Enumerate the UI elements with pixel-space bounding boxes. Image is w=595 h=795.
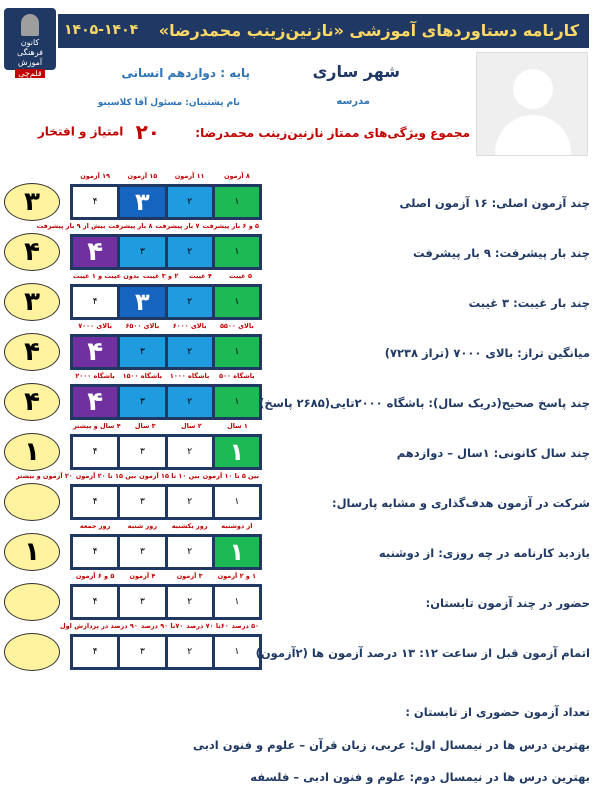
threshold-label: بالای ۶۰۰۰ <box>172 322 207 330</box>
achievement-row <box>0 172 595 224</box>
threshold-label: ۵ غیبت <box>229 272 252 280</box>
score-grid <box>70 334 262 370</box>
score-circle: ۴ <box>4 383 60 421</box>
score-grid <box>70 184 262 220</box>
score-cell: ۲ <box>168 637 212 667</box>
threshold-label: ۵ و ۶ بار پیشرفت <box>202 222 259 230</box>
threshold-label: ۸ بار پیشرفت <box>108 222 153 230</box>
score-cell: ۱ <box>215 537 259 567</box>
threshold-label: ۸ آزمون <box>223 172 250 180</box>
threshold-label: ۲ سال <box>180 422 202 430</box>
kanoon-logo <box>2 6 58 78</box>
criterion-label: شرکت در آزمون هدف‌گذاری و مشابه پارسال: <box>331 496 590 510</box>
score-cell: ۲ <box>168 287 212 317</box>
score-cell: ۳ <box>120 187 164 217</box>
report-header <box>44 14 589 48</box>
score-grid <box>70 434 262 470</box>
threshold-label: ۶۰تا ۷۰ درصد <box>186 622 229 630</box>
threshold-label: بالای ۶۵۰۰ <box>125 322 160 330</box>
threshold-label: ۲ و ۳ غیبت <box>142 272 179 280</box>
threshold-label: باشگاه ۱۰۰۰ <box>169 372 210 380</box>
score-grid <box>70 534 262 570</box>
threshold-label: بالای ۵۵۰۰ <box>219 322 254 330</box>
score-cell: ۲ <box>168 487 212 517</box>
score-cell: ۳ <box>120 487 164 517</box>
achievement-row <box>0 472 595 524</box>
score-cell: ۴ <box>73 537 117 567</box>
threshold-labels <box>70 172 262 184</box>
score-cell: ۳ <box>120 237 164 267</box>
score-cell: ۱ <box>215 187 259 217</box>
score-grid <box>70 234 262 270</box>
threshold-label: بین ۵ تا ۱۰ آزمون <box>202 472 259 480</box>
score-grid <box>70 384 262 420</box>
criterion-label: چند پاسخ صحیح(دریک سال): باشگاه ۲۰۰۰تایی(۲۶۸۵ پاسخ) <box>259 396 590 410</box>
score-grid <box>70 584 262 620</box>
score-cell: ۱ <box>215 437 259 467</box>
threshold-label: بین ۱۵ تا ۲۰ آزمون <box>75 472 137 480</box>
threshold-label: بین ۱۰ تا ۱۵ آزمون <box>139 472 200 480</box>
threshold-label: ۲۰ آزمون و بیشتر <box>15 472 73 480</box>
score-circle: ۳ <box>4 283 60 321</box>
score-circle <box>4 583 60 621</box>
score-cell: ۱ <box>215 487 259 517</box>
achievement-row <box>0 322 595 374</box>
threshold-label: ۱ سال <box>227 422 248 430</box>
threshold-labels <box>70 272 262 284</box>
threshold-label: ۵۰ درصد <box>231 622 259 630</box>
score-cell: ۴ <box>73 487 117 517</box>
score-cell: ۱ <box>215 587 259 617</box>
score-cell: ۲ <box>168 387 212 417</box>
threshold-label: بدون غیبت و ۱ غیبت <box>72 272 140 280</box>
threshold-label: روز شنبه <box>127 522 158 530</box>
logo-badge: قلم‌چی <box>15 69 44 78</box>
threshold-label: از دوشنبه <box>221 522 253 530</box>
student-grade: پایه : دوازدهم انسانی <box>121 66 250 80</box>
achievement-row <box>0 422 595 474</box>
threshold-label: ۱ و ۲ آزمون <box>217 572 257 580</box>
score-cell: ۴ <box>73 187 117 217</box>
score-grid <box>70 634 262 670</box>
score-cell: ۴ <box>73 237 117 267</box>
score-cell: ۲ <box>168 537 212 567</box>
threshold-labels <box>70 522 262 534</box>
score-circle: ۴ <box>4 333 60 371</box>
criterion-label: بازدید کارنامه در چه روزی: از دوشنبه <box>378 546 590 560</box>
criterion-label: میانگین تراز: بالای ۷۰۰۰ (تراز ۷۲۳۸) <box>384 346 590 360</box>
threshold-labels <box>15 472 262 484</box>
threshold-label: ۴ سال و بیشتر <box>72 422 121 430</box>
criterion-label: چند بار غیبت: ۳ غیبت <box>468 296 590 310</box>
threshold-label: بالای ۷۰۰۰ <box>78 322 113 330</box>
score-cell: ۳ <box>120 587 164 617</box>
threshold-labels <box>70 422 262 434</box>
score-circle: ۱ <box>4 533 60 571</box>
avatar-head-icon <box>513 69 553 109</box>
criterion-label: چند بار پیشرفت: ۹ بار پیشرفت <box>413 246 590 260</box>
threshold-labels <box>36 222 262 234</box>
threshold-label: باشگاه ۵۰۰ <box>219 372 255 380</box>
summer-count: تعداد آزمون حضوری از تابستان : <box>405 705 590 719</box>
score-cell: ۲ <box>168 437 212 467</box>
criterion-label: چند سال کانونی: ۱سال – دوازدهم <box>396 446 590 460</box>
points-number: ۲۰ <box>135 120 160 144</box>
achievement-row <box>0 272 595 324</box>
score-cell: ۴ <box>73 287 117 317</box>
score-circle: ۱ <box>4 433 60 471</box>
threshold-label: ۷ بار پیشرفت <box>155 222 200 230</box>
criterion-label: چند آزمون اصلی: ۱۶ آزمون اصلی <box>399 196 590 210</box>
logo-text-1: کانون <box>20 38 40 47</box>
threshold-label: روز یکشنبه <box>171 522 208 530</box>
score-cell: ۴ <box>73 587 117 617</box>
score-cell: ۳ <box>120 637 164 667</box>
score-cell: ۴ <box>73 337 117 367</box>
student-city: شهر ساری <box>312 62 400 81</box>
threshold-label: ۵ و ۶ آزمون <box>75 572 115 580</box>
threshold-label: ۷۰تا ۹۰ درصد <box>140 622 184 630</box>
avatar-body-icon <box>495 115 571 156</box>
score-grid <box>70 484 262 520</box>
threshold-label: ۱۱ آزمون <box>174 172 205 180</box>
achievement-row <box>0 222 595 274</box>
score-circle: ۳ <box>4 183 60 221</box>
score-circle: ۴ <box>4 233 60 271</box>
student-support: نام پشتیبان: مسئول آقا کلاسینو <box>97 98 240 108</box>
threshold-label: ۱۵ آزمون <box>127 172 158 180</box>
threshold-label: ۴ آزمون <box>129 572 156 580</box>
criterion-label: اتمام آزمون قبل از ساعت ۱۲: ۱۳ درصد آزمون ها (۲آزمون) <box>255 646 590 660</box>
threshold-label: روز جمعه <box>79 522 111 530</box>
threshold-label: ۳ سال <box>134 422 156 430</box>
score-cell: ۲ <box>168 187 212 217</box>
points-label: امتیاز و افتخار <box>37 124 124 139</box>
logo-text-2: فرهنگی <box>17 48 43 57</box>
threshold-label: ۱۹ آزمون <box>80 172 111 180</box>
score-cell: ۱ <box>215 387 259 417</box>
graduate-icon <box>21 14 39 36</box>
score-cell: ۳ <box>120 437 164 467</box>
features-label: مجموع ویژگی‌های ممتاز نازنین‌زینب محمدرضا: <box>195 126 470 140</box>
threshold-labels <box>59 622 262 634</box>
score-cell: ۳ <box>120 287 164 317</box>
report-year: ۱۴۰۵-۱۴۰۴ <box>64 22 139 38</box>
threshold-label: ۹۰ درصد در پردازش اول <box>59 622 138 630</box>
score-cell: ۳ <box>120 387 164 417</box>
report-title: کارنامه دستاوردهای آموزشی «نازنین‌زینب محمدرضا» <box>158 21 579 40</box>
achievement-row <box>0 522 595 574</box>
score-circle <box>4 483 60 521</box>
score-cell: ۳ <box>120 537 164 567</box>
achievement-row <box>0 372 595 424</box>
logo-text-3: آموزش <box>17 58 43 67</box>
best-lessons-2: بهترین درس ها در نیمسال دوم: علوم و فنون ادبی – فلسفه <box>250 770 590 784</box>
score-cell: ۲ <box>168 237 212 267</box>
threshold-labels <box>70 572 262 584</box>
student-school: مدرسه <box>336 96 370 107</box>
score-cell: ۴ <box>73 387 117 417</box>
score-cell: ۴ <box>73 637 117 667</box>
achievement-row <box>0 622 595 674</box>
threshold-labels <box>70 322 262 334</box>
points-summary <box>37 120 160 144</box>
threshold-label: ۳ آزمون <box>176 572 203 580</box>
score-cell: ۱ <box>215 637 259 667</box>
score-cell: ۳ <box>120 337 164 367</box>
threshold-label: باشگاه ۲۰۰۰ <box>75 372 115 380</box>
threshold-label: ۴ غیبت <box>189 272 212 280</box>
best-lessons-1: بهترین درس ها در نیمسال اول: عربی، زبان قرآن – علوم و فنون ادبی <box>192 738 590 752</box>
score-grid <box>70 284 262 320</box>
threshold-label: باشگاه ۱۵۰۰ <box>122 372 163 380</box>
score-cell: ۱ <box>215 287 259 317</box>
score-circle <box>4 633 60 671</box>
score-cell: ۱ <box>215 337 259 367</box>
criterion-label: حضور در چند آزمون تابستان: <box>425 596 590 610</box>
score-cell: ۲ <box>168 337 212 367</box>
threshold-label: بیش از ۹ بار پیشرفت <box>36 222 106 230</box>
student-avatar <box>476 52 588 156</box>
score-cell: ۴ <box>73 437 117 467</box>
score-cell: ۲ <box>168 587 212 617</box>
achievement-row <box>0 572 595 624</box>
threshold-labels <box>70 372 262 384</box>
score-cell: ۱ <box>215 237 259 267</box>
